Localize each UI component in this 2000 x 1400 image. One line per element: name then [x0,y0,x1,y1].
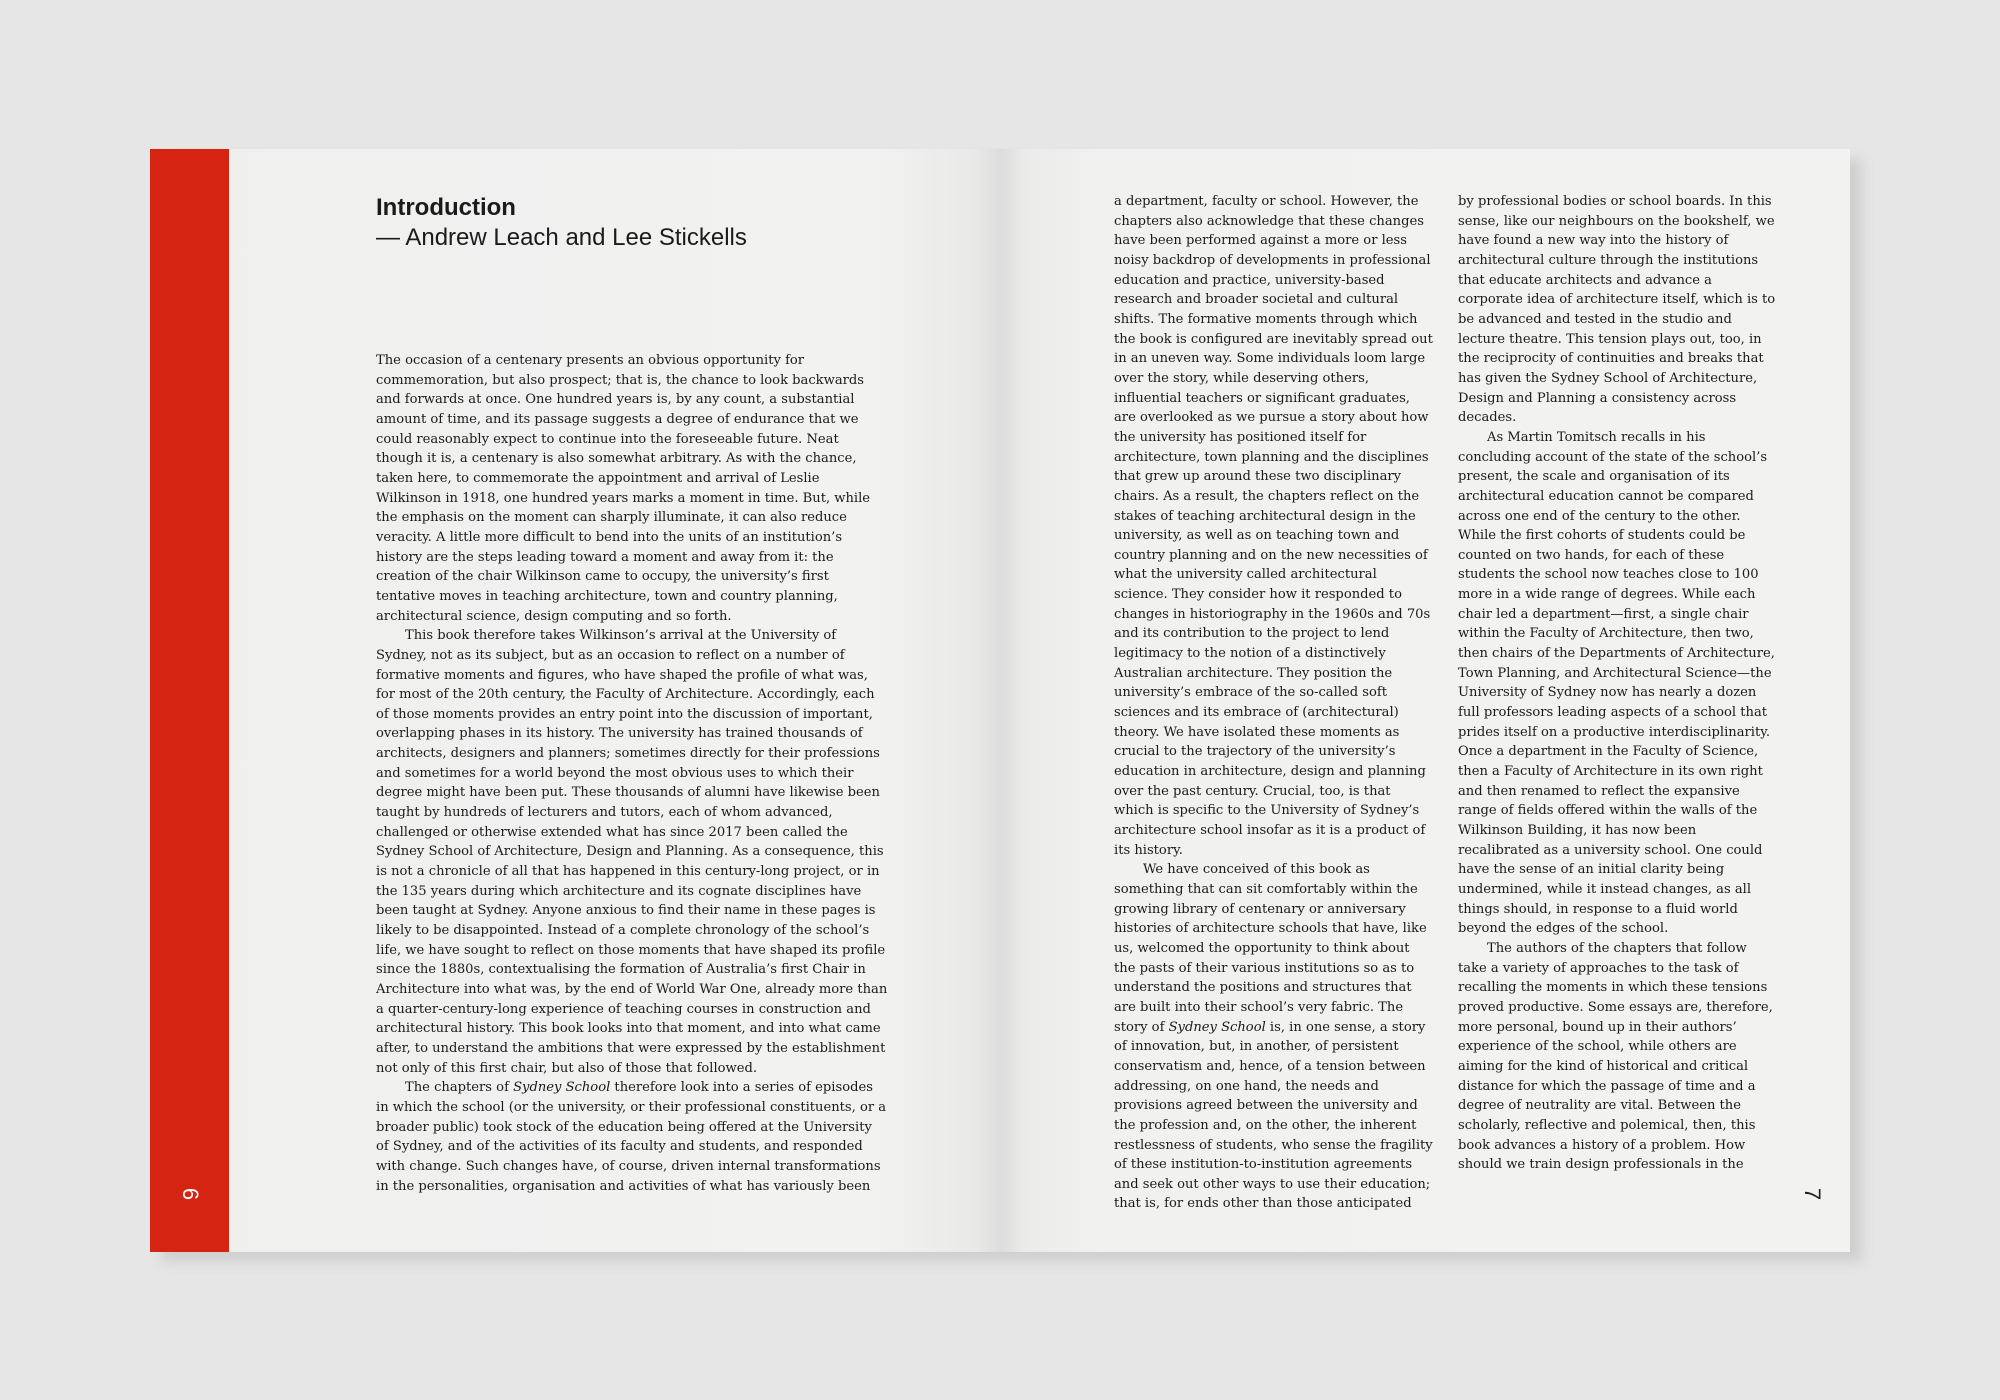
page-number-left: 6 [178,1187,203,1201]
paragraph [376,1078,888,1196]
page-number-right: 7 [1800,1187,1825,1201]
paragraph: by professional bodies or school boards. In this sense, like our neighbours on the bookshelf, we have found a new way into the history of architectural culture through the institutions that educate architects and advance a corporate idea of architecture itself, which is to be advanced and tested in the studio and lecture theatre. This tension plays out, too, in the reciprocity of continuities and breaks that has given the Sydney School of Architecture, Design and Planning a consistency across decades. [1458,194,1776,426]
paragraph: a department, faculty or school. However, the chapters also acknowledge that these changes have been performed against a more or less noisy backdrop of developments in professional education and practice, university-based research and broader societal and cultural shifts. The formative moments through which the book is configured are inevitably spread out in an uneven way. Some individuals loom large over the story, while deserving others, influential teachers or significant graduates, are overlooked as we pursue a story about how the university has positioned itself for architecture, town planning and the disciplines that grew up around these two disciplinary chairs. As a result, the chapters reflect on the stakes of teaching architectural design in the university, as well as on teaching town and country planning and on the new necessities of what the university called architectural science. They consider how it responded to changes in historiography in the 1960s and 70s and its contribution to the project to lend legitimacy to the notion of a distinctively Australian architecture. They position the university’s embrace of the so-called soft sciences and its embrace of (architectural) theory. We have isolated these moments as crucial to the trajectory of the university’s education in architecture, design and planning over the past century. Crucial, too, is that which is specific to the University of Sydney’s architecture school insofar as it is a product of its history. [1114,194,1433,858]
left-page [150,149,1000,1252]
chapter-authors: — Andrew Leach and Lee Stickells [376,224,747,251]
paragraph: This book therefore takes Wilkinson’s arrival at the University of Sydney, not as its subject, but as an occasion to reflect on a number of formative moments and figures, who have shaped the profile of what was, for most of the 20th century, the Faculty of Architecture. Accordingly, each of those moments provides an entry point into the discussion of important, overlapping phases in its history. The university has trained thousands of architects, designers and planners; sometimes directly for their professions and sometimes for a world beyond the most obvious uses to which their degree might have been put. These thousands of alumni have likewise been taught by hundreds of lecturers and tutors, each of whom advanced, challenged or otherwise extended what has since 2017 been called the Sydney School of Architecture, Design and Planning. As a consequence, this is not a chronicle of all that has happened in this century-long project, or in the 135 years during which architecture and its cognate disciplines have been taught at Sydney. Anyone anxious to find their name in these pages is likely to be disappointed. Instead of a complete chronology of the school’s life, we have sought to reflect on those moments that have shaped its profile since the 1880s, contextualising the formation of Australia’s first Chair in Architecture into what was, by the end of World War One, already more than a quarter-century-long experience of teaching courses in construction and architectural history. This book looks into that moment, and into what came after, to understand the ambitions that were expressed by the establishment not only of this first chair, but also of those that followed. [376,628,888,1076]
red-edge-band [150,149,229,1252]
paragraph [1114,860,1434,1214]
paragraph-text: The chapters of [405,1080,514,1096]
left-text-column [376,351,888,1196]
paragraph-text: therefore look into a series of episodes in which the school (or the university, or their professional constituents, or a broader public) took stock of the education being offered at the University of Sydney, and of the activities of its faculty and students, and responded with change. Such changes have, of course, driven internal transformations in the personalities, organisation and activities of what has variously been [376,1080,887,1194]
paragraph: As Martin Tomitsch recalls in his concluding account of the state of the school’s present, the scale and organisation of its architectural education cannot be compared across one end of the century to the other. While the first cohorts of students could be counted on two hands, for each of these students the school now teaches close to 100 more in a wide range of degrees. While each chair led a department—first, a single chair within the Faculty of Architecture, then two, then chairs of the Departments of Architecture, Town Planning, and Architectural Science—the University of Sydney now has nearly a dozen full professors leading aspects of a school that prides itself on a productive interdisciplinarity. Once a department in the Faculty of Science, then a Faculty of Architecture in its own right and then renamed to reflect the expansive range of fields offered within the walls of the Wilkinson Building, it has now been recalibrated as a university school. One could have the sense of an initial clarity being undermined, while it instead changes, as all things should, in response to a fluid world beyond the edges of the school. [1458,429,1775,937]
italic-book-title: Sydney School [1168,1019,1266,1035]
chapter-title: Introduction [376,194,516,221]
paragraph-text: is, in one sense, a story of innovation, but, in another, of persistent conservatism and, hence, of a tension between addressing, on one hand, the needs and provisions agreed between the university and the profession and, on the other, the inherent restlessness of students, who sense the fragility of these institution-to-institution agreements and seek out other ways to use their education; that is, for ends other than those anticipated [1114,1019,1433,1212]
book-spread [150,149,1850,1252]
right-text-column [1458,192,1776,1175]
paragraph: The authors of the chapters that follow take a variety of approaches to the task of recalling the moments in which these tensions proved productive. Some essays are, therefore, more personal, bound up in their authors’ experience of the school, while others are aiming for the kind of historical and critical distance for which the passage of time and a degree of neutrality are vital. Between the scholarly, reflective and polemical, then, this book advances a history of a problem. How should we train design professionals in the [1458,940,1773,1173]
chapter-heading [376,193,747,253]
paragraph-text: We have conceived of this book as something that can sit comfortably within the growing library of centenary or anniversary histories of architecture schools that have, like us, welcomed the opportunity to think about the pasts of their various institutions so as to understand the positions and structures that are built into their school’s very fabric. The story of [1114,862,1427,1035]
italic-book-title: Sydney School [513,1080,611,1096]
middle-text-column [1114,192,1434,1214]
paragraph: The occasion of a centenary presents an obvious opportunity for commemoration, but also prospect; that is, the chance to look backwards and forwards at once. One hundred years is, by any count, a substantial amount of time, and its passage suggests a degree of endurance that we could reasonably expect to continue into the foreseeable future. Neat though it is, a centenary is also somewhat arbitrary. As with the chance, taken here, to commemorate the appointment and arrival of Leslie Wilkinson in 1918, one hundred years marks a moment in time. But, while the emphasis on the moment can sharply illuminate, it can also reduce veracity. A little more difficult to bend into the units of an institution’s history are the steps leading toward a moment and away from it: the creation of the chair Wilkinson came to occupy, the university’s first tentative moves in teaching architecture, town and country planning, architectural science, design computing and so forth. [376,353,871,624]
